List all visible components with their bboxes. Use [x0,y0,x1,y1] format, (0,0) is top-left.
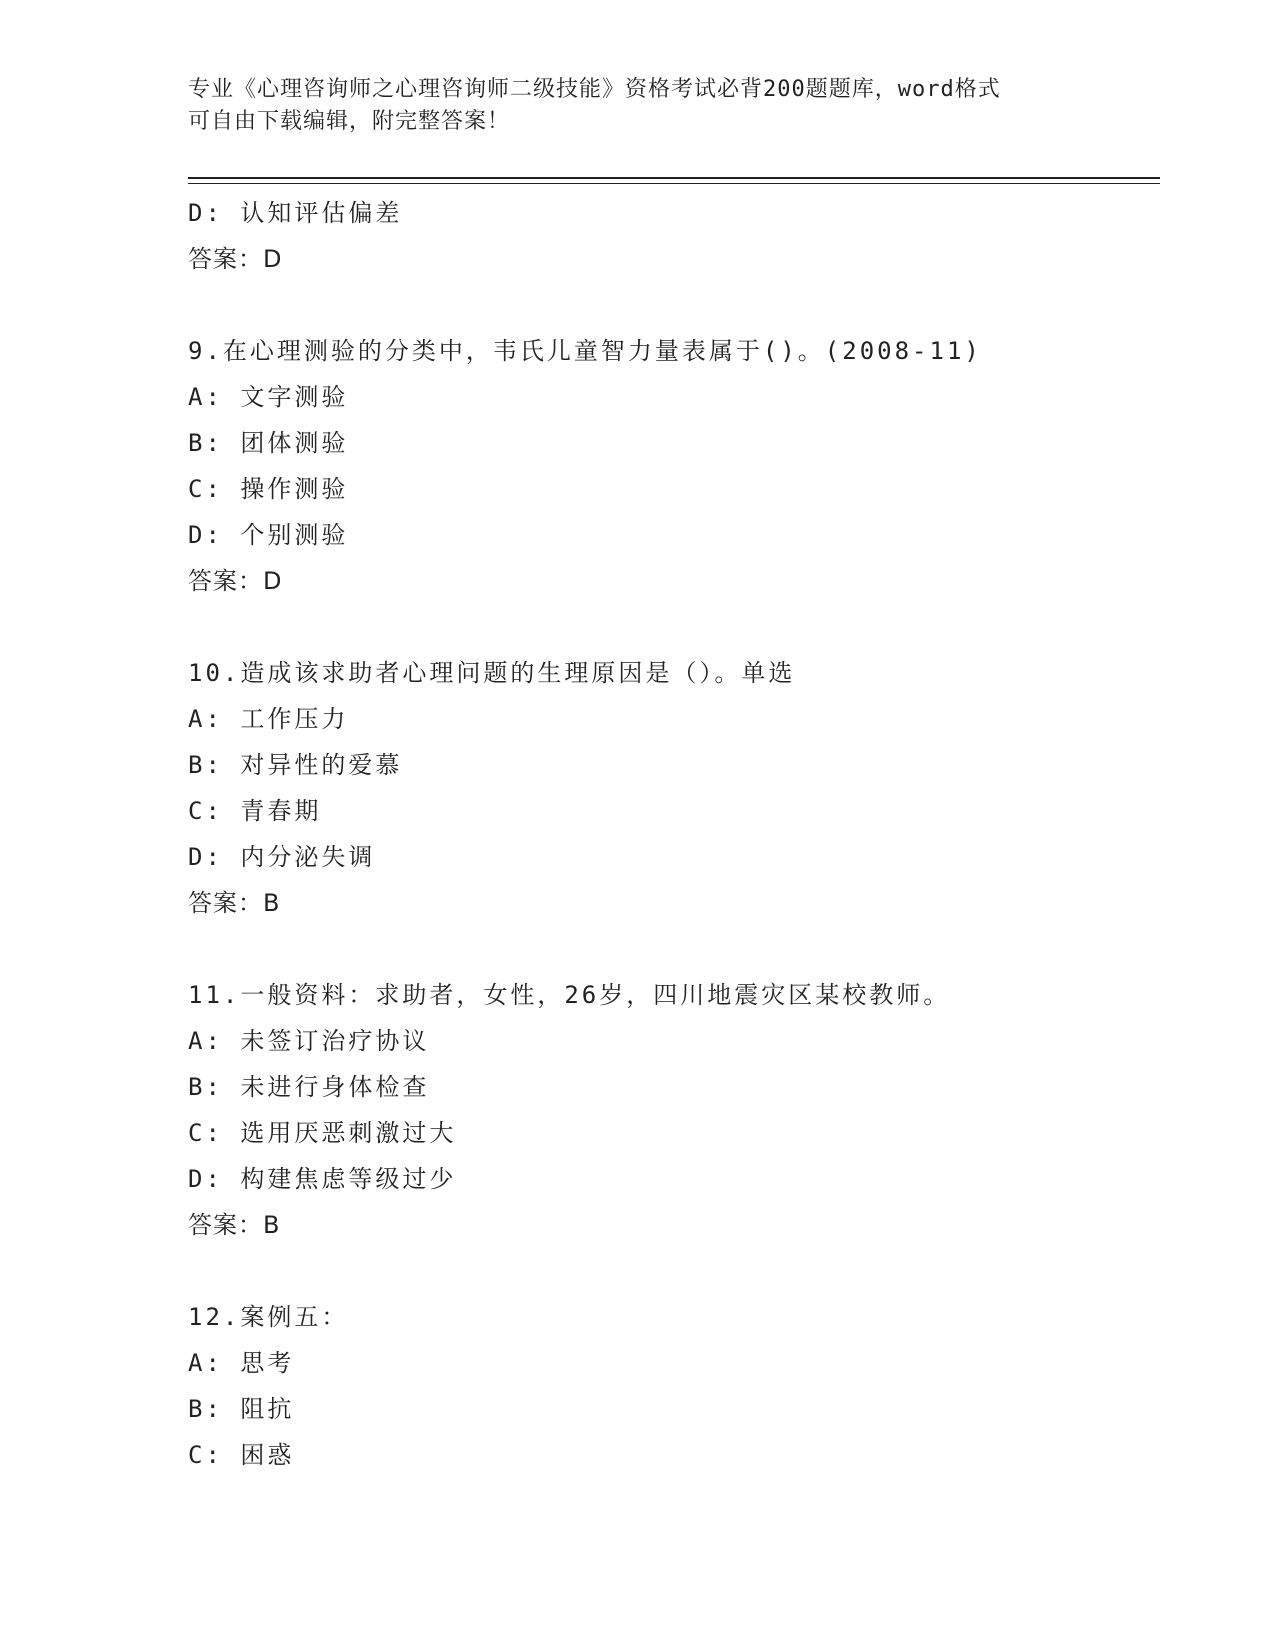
question-stem: 11.一般资料：求助者，女性，26岁，四川地震灾区某校教师。 [188,981,951,1009]
option-c: C: 操作测验 [188,475,349,503]
option-b: B: 对异性的爱慕 [188,751,403,779]
answer: 答案：B [188,1211,281,1239]
document-header [188,74,1088,138]
prev-option-d: D: 认知评估偏差 [188,199,403,227]
answer: 答案：B [188,889,281,917]
question-12 [188,1294,1160,1478]
answer: 答案：D [188,567,283,595]
header-title-line-2: 可自由下载编辑，附完整答案！ [188,109,511,134]
option-b: B: 团体测验 [188,429,349,457]
spacer [188,926,1160,972]
spacer [188,604,1160,650]
question-list [188,190,1160,1478]
option-a: A: 工作压力 [188,705,349,733]
prev-answer: 答案：D [188,245,283,273]
header-title-line-1: 专业《心理咨询师之心理咨询师二级技能》资格考试必背200题题库，word格式 [188,77,1001,102]
question-stem: 12.案例五： [188,1303,349,1331]
option-a: A: 思考 [188,1349,295,1377]
option-c: C: 困惑 [188,1441,295,1469]
option-a: A: 文字测验 [188,383,349,411]
option-a: A: 未签订治疗协议 [188,1027,430,1055]
option-d: D: 内分泌失调 [188,843,376,871]
question-9 [188,328,1160,604]
header-divider-thick [188,177,1160,179]
option-b: B: 阻抗 [188,1395,295,1423]
option-b: B: 未进行身体检查 [188,1073,430,1101]
option-c: C: 选用厌恶刺激过大 [188,1119,457,1147]
question-stem: 10.造成该求助者心理问题的生理原因是（）。单选 [188,659,796,687]
option-c: C: 青春期 [188,797,322,825]
question-stem: 9.在心理测验的分类中，韦氏儿童智力量表属于()。(2008-11) [188,337,982,365]
header-divider-thin [188,183,1160,184]
option-d: D: 构建焦虑等级过少 [188,1165,457,1193]
spacer [188,1248,1160,1294]
option-d: D: 个别测验 [188,521,349,549]
question-11 [188,972,1160,1248]
spacer [188,282,1160,328]
question-10 [188,650,1160,926]
